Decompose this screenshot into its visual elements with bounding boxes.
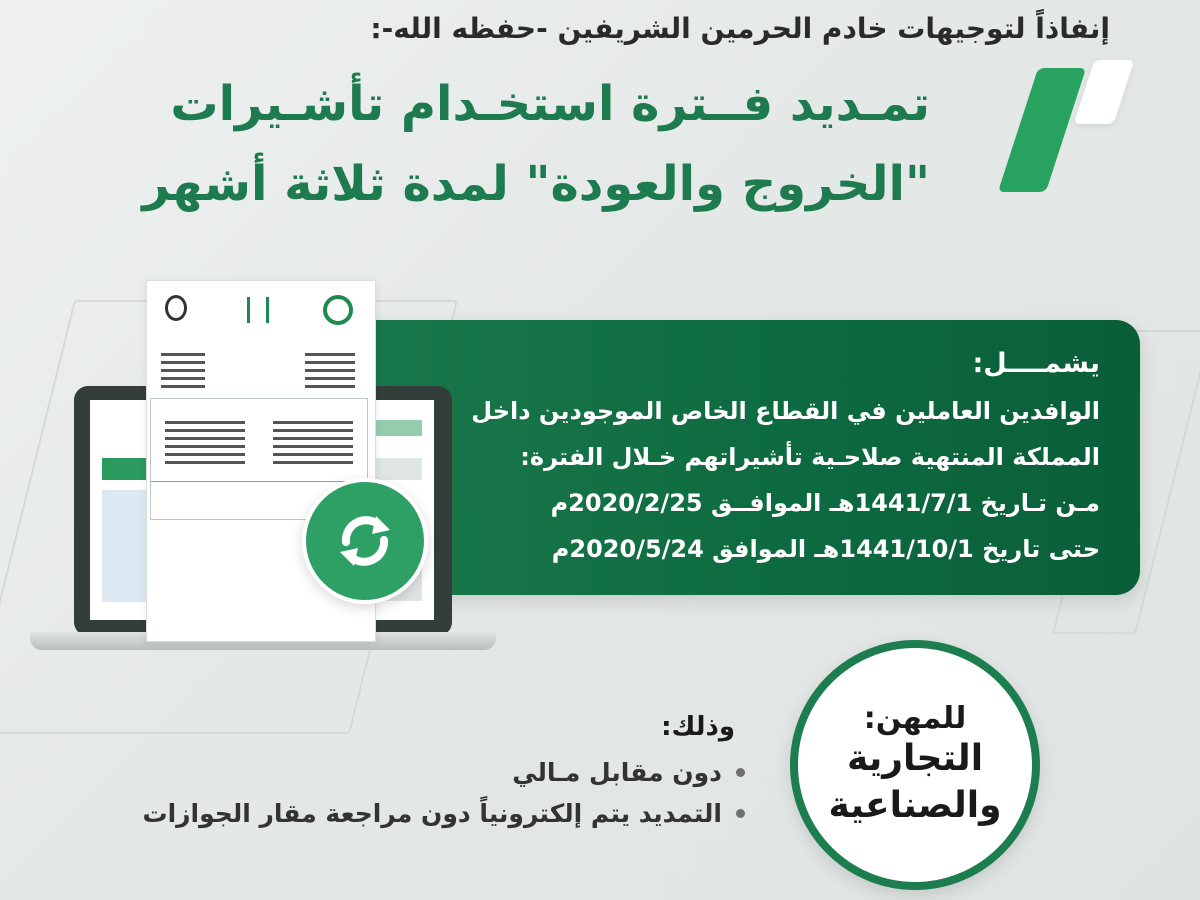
headline-line-1: تمـديد فــترة استخـدام تأشـيرات (170, 76, 930, 132)
quote-mark-icon (1000, 60, 1200, 200)
list-item (45, 758, 745, 787)
headline-line-2: "الخروج والعودة" لمدة ثلاثة أشهر (142, 156, 930, 212)
note-text: دون مقابل مـالي (512, 758, 722, 787)
panel-date-to: حتى تاريخ 1441/10/1هـ الموافق 2020/5/24م (551, 535, 1100, 563)
refresh-icon (302, 478, 428, 604)
professions-line-2: والصناعية (828, 784, 1002, 826)
panel-line: الوافدين العاملين في القطاع الخاص الموجودين داخل (471, 397, 1100, 425)
panel-title: يشمــــل: (972, 348, 1100, 379)
panel-line: المملكة المنتهية صلاحـية تأشيراتهم خـلال الفترة: (520, 443, 1100, 471)
notes-title: وذلك: (661, 712, 735, 742)
list-item (45, 799, 745, 828)
notes-list (45, 758, 745, 840)
intro-text: إنفاذاً لتوجيهات خادم الحرمين الشريفين -حفظه الله-: (370, 12, 1110, 45)
professions-circle (790, 640, 1040, 890)
bullet-icon (736, 809, 745, 818)
note-text: التمديد يتم إلكترونياً دون مراجعة مقار الجوازات (142, 799, 722, 828)
professions-label: للمهن: (863, 700, 967, 736)
panel-date-from: مـن تـاريخ 1441/7/1هـ الموافــق 2020/2/25م (550, 489, 1100, 517)
professions-line-1: التجارية (846, 737, 984, 779)
bullet-icon (736, 768, 745, 777)
